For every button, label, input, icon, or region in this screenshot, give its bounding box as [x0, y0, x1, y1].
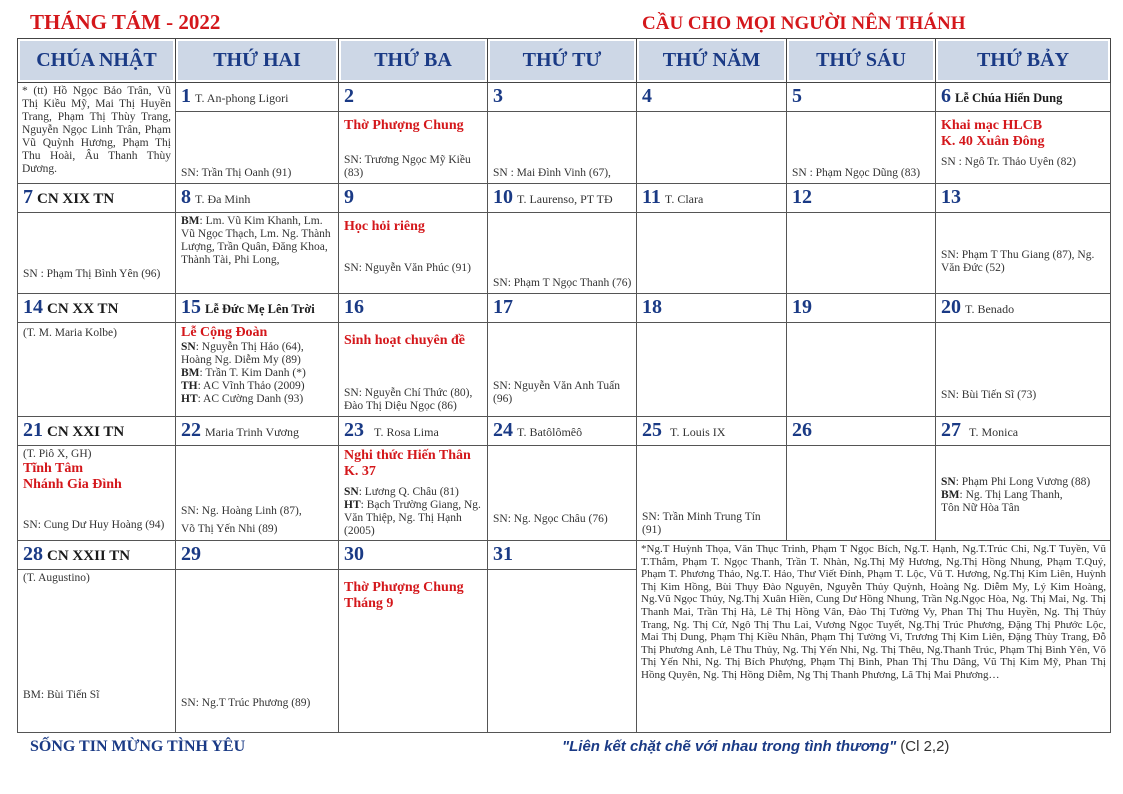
event-label: Thờ Phượng Chung [344, 118, 464, 133]
day-body-12 [787, 213, 936, 294]
birthday-note: Võ Thị Yến Nhi (89) [181, 523, 278, 535]
birthday-note: SN: Nguyễn Văn Phúc (91) [344, 262, 471, 274]
day-body-13 [936, 213, 1111, 294]
ht-note: : AC Cường Danh (93) [197, 393, 304, 405]
day-number: 5 [792, 85, 802, 107]
memorial-note: * (tt) Hồ Ngọc Bảo Trân, Vũ Thị Kiều Mỹ, Mai Thị Huyền Trang, Phạm Thị Thùy Trang, Nguyễn Ngọc Linh Trân, Phạm Vũ Quỳnh Hương, Phạm Thị Thu Hoài, Âu Thanh Thùy Dương. [22, 85, 171, 175]
day-body-21 [18, 446, 176, 541]
day-number: 9 [344, 186, 354, 208]
event-label: Sinh hoạt chuyên đề [344, 333, 465, 348]
day-body-16 [339, 323, 488, 417]
day-body-6 [936, 112, 1111, 184]
motto: SỐNG TIN MỪNG TÌNH YÊU [30, 738, 246, 755]
birthday-note: SN: Bùi Tiến Sĩ (73) [941, 389, 1037, 401]
weekday-header: CHÚA NHẬT [18, 39, 176, 83]
day-number: 16 [344, 296, 364, 318]
saint-note: (T. Piô X, GH) [23, 448, 92, 460]
day-number: 20 [941, 296, 961, 318]
day-number: 1 [181, 85, 191, 107]
birthday-note: SN: Ng. Hoàng Linh (87), [181, 505, 302, 517]
birthday-note: SN : Phạm Ngọc Dũng (83) [792, 167, 921, 179]
day-cell-25 [637, 417, 787, 446]
day-cell-18 [637, 294, 787, 323]
day-body-19 [787, 323, 936, 417]
day-cell-20 [936, 294, 1111, 323]
day-cell-3 [488, 83, 637, 112]
day-body-5 [787, 112, 936, 184]
day-number: 30 [344, 543, 364, 565]
saint-name: T. Đa Minh [195, 192, 251, 206]
weekday-header: THỨ SÁU [787, 39, 936, 83]
birthday-note: SN: Cung Dư Huy Hoàng (94) [23, 519, 165, 531]
saint-note: (T. Augustino) [23, 572, 90, 584]
day-cell-21 [18, 417, 176, 446]
day-body-30 [339, 570, 488, 733]
day-cell-1 [176, 83, 339, 112]
day-body-11 [637, 213, 787, 294]
day-number: 3 [493, 85, 503, 107]
sn-label: SN [344, 486, 359, 498]
day-body-9 [339, 213, 488, 294]
th-label: TH [181, 380, 198, 392]
weekday-header: THỨ HAI [176, 39, 339, 83]
birthday-note: SN : Ngô Tr. Thảo Uyên (82) [941, 156, 1076, 168]
memorial-note-cell [18, 83, 176, 184]
anniversary-note: : Lm. Vũ Kim Khanh, Lm. Vũ Ngọc Thạch, Lm. Ng. Thành Lượng, Trần Quân, Đăng Khoa, Thành Tài, Phi Long, [181, 215, 331, 266]
birthday-note: SN: Nguyễn Văn Anh Tuấn (96) [493, 380, 620, 405]
sn-label: SN [941, 476, 956, 488]
day-cell-10 [488, 184, 637, 213]
day-number: 25 [642, 419, 662, 441]
day-number: 26 [792, 419, 812, 441]
day-body-7 [18, 213, 176, 294]
saint-note: (T. M. Maria Kolbe) [23, 327, 117, 339]
day-body-26 [787, 446, 936, 541]
anniversary-note: BM: Bùi Tiến Sĩ [23, 689, 100, 701]
day-body-14 [18, 323, 176, 417]
feast-name: CN XXII TN [47, 548, 131, 564]
weekday-header: THỨ NĂM [637, 39, 787, 83]
calendar-grid [17, 38, 1111, 733]
day-body-29 [176, 570, 339, 733]
day-cell-16 [339, 294, 488, 323]
bm-label: BM [181, 367, 200, 379]
day-number: 11 [642, 186, 661, 208]
day-cell-19 [787, 294, 936, 323]
ht-note: : Bạch Trường Giang, Ng. Văn Thiệp, Ng. Thị Hạnh (2005) [344, 499, 481, 537]
day-body-31 [488, 570, 637, 733]
birthday-note: SN: Nguyễn Chí Thức (80), Đào Thị Diệu Ngọc (86) [344, 387, 473, 412]
day-body-10 [488, 213, 637, 294]
day-body-8 [176, 213, 339, 294]
event-label: Học hỏi riêng [344, 219, 425, 234]
saint-name: T. Rosa Lima [374, 425, 439, 439]
weekday-header: THỨ TƯ [488, 39, 637, 83]
saint-name: T. Louis IX [670, 425, 726, 439]
day-number: 24 [493, 419, 513, 441]
saint-name: T. Monica [969, 425, 1019, 439]
day-number: 7 [23, 186, 33, 208]
day-number: 23 [344, 419, 364, 441]
birthday-note: : Lương Q. Châu (81) [358, 486, 459, 498]
day-cell-2 [339, 83, 488, 112]
day-cell-22 [176, 417, 339, 446]
anniversary-note: : Trần T. Kim Danh (*) [199, 367, 306, 379]
birthday-note: SN: Phạm T Thu Giang (87), Ng. Văn Đức (52) [941, 249, 1095, 274]
day-cell-14 [18, 294, 176, 323]
day-number: 12 [792, 186, 812, 208]
day-cell-31 [488, 541, 637, 570]
day-cell-4 [637, 83, 787, 112]
saint-name: T. An-phong Ligori [195, 91, 289, 105]
day-cell-7 [18, 184, 176, 213]
ht-label: HT [344, 499, 361, 511]
ht-label: HT [181, 393, 198, 405]
day-number: 15 [181, 296, 201, 318]
birthday-note: SN: Trần Minh Trung Tín (91) [642, 511, 761, 536]
day-body-15 [176, 323, 339, 417]
day-number: 6 [941, 85, 951, 107]
birthday-note: SN: Ng.T Trúc Phương (89) [181, 697, 311, 709]
day-body-25 [637, 446, 787, 541]
saint-name: Maria Trinh Vương [205, 425, 299, 439]
day-body-2 [339, 112, 488, 184]
feast-name: CN XIX TN [37, 191, 115, 207]
day-cell-29 [176, 541, 339, 570]
day-cell-9 [339, 184, 488, 213]
quote-text: "Liên kết chặt chẽ với nhau trong tình thương" [562, 738, 897, 755]
day-number: 22 [181, 419, 201, 441]
sn-label: SN [181, 341, 196, 353]
memorial-list-cell [637, 541, 1111, 733]
day-cell-15 [176, 294, 339, 323]
day-number: 4 [642, 85, 652, 107]
day-body-4 [637, 112, 787, 184]
saint-name: T. Batôlômêô [517, 425, 583, 439]
day-cell-28 [18, 541, 176, 570]
day-cell-5 [787, 83, 936, 112]
day-number: 19 [792, 296, 812, 318]
day-body-24 [488, 446, 637, 541]
day-cell-8 [176, 184, 339, 213]
day-number: 28 [23, 543, 43, 565]
day-number: 10 [493, 186, 513, 208]
day-cell-6 [936, 83, 1111, 112]
event-label: Nghi thức Hiến Thân K. 37 [344, 448, 471, 479]
event-label: Tĩnh Tâm Nhánh Gia Đình [23, 461, 122, 492]
day-body-22 [176, 446, 339, 541]
day-cell-23 [339, 417, 488, 446]
day-body-28 [18, 570, 176, 733]
bm-label: BM [181, 215, 200, 227]
saint-name: T. Laurenso, PT TĐ [517, 192, 613, 206]
birthday-note: SN: Ng. Ngọc Châu (76) [493, 513, 608, 525]
day-cell-27 [936, 417, 1111, 446]
day-number: 29 [181, 543, 201, 565]
event-label: Khai mạc HLCB K. 40 Xuân Đông [941, 118, 1045, 149]
saint-name: T. Benado [965, 302, 1015, 316]
birthday-note: SN: Trần Thị Oanh (91) [181, 167, 292, 179]
scripture-quote [562, 738, 949, 755]
day-body-23 [339, 446, 488, 541]
birthday-note: SN : Mai Đình Vinh (67), [493, 167, 611, 179]
day-number: 27 [941, 419, 961, 441]
th-note: : AC Vĩnh Thảo (2009) [197, 380, 305, 392]
day-number: 21 [23, 419, 43, 441]
day-body-1 [176, 112, 339, 184]
saint-name: T. Clara [664, 192, 704, 206]
day-cell-12 [787, 184, 936, 213]
day-number: 8 [181, 186, 191, 208]
feast-name: CN XXI TN [47, 424, 125, 440]
day-body-3 [488, 112, 637, 184]
event-label: Thờ Phượng Chung Tháng 9 [344, 580, 464, 611]
day-number: 14 [23, 296, 43, 318]
birthday-note: SN : Phạm Thị Bình Yên (96) [23, 268, 161, 280]
birthday-note: SN: Phạm T Ngọc Thanh (76) [493, 277, 632, 289]
day-number: 31 [493, 543, 513, 565]
bm-label: BM [941, 489, 960, 501]
event-label: Lễ Cộng Đoàn [181, 325, 268, 340]
day-number: 13 [941, 186, 961, 208]
feast-name: Lễ Đức Mẹ Lên Trời [205, 302, 315, 316]
memorial-list: *Ng.T Huỳnh Thọa, Văn Thục Trinh, Phạm T Ngọc Bích, Ng.T. Hạnh, Ng.T.Trúc Chi, Ng.T Tuyền, Vũ T.Thắm, Phạm T. Ngọc Thanh, Trần T. Nhàn, Ng.Thị Mỹ Hương, Ng.Thị Hồng Nhung, Phạm T.Quý, Phạm T. Phương Thảo, Ng.T. Hảo, Thư Viết Đính, Phạm T. Lộc, Vũ T. Hương, Ng.Thị Kim Liên, Huỳnh Thị Kim Hồng, Bùi Thụy Đào Nguyên, Nguyễn Thủy Quỳnh, Hoàng Ng. Diễm My, Lý Kim Hoàng, Ng.Vũ Ngọc Thủy, Ng.Thị Xuân Hiền, Cung Dư Hồng Nhung, Trần Ng.Ngọc Hòa, Ng. Thị Mai, Ng. Thị Thanh Mai, Trần Thị Hà, Lê Thị Hồng Vân, Đào Thị Tường Vy, Phan Thị Thu Huyền, Ng. Thị Thủy Trang, Ng. Thị Cử, Ngô Thị Thu Lai, Vương Ngọc Tuyết, Ng.Thị Trúc Phương, Đặng Thị Phước Lộc, Mai Thị Dung, Phạm Thị Kiều Nhân, Phạm Thị Tường Vi, Trương Thị Kim Liên, Đặng Thùy Trang, Đỗ Thị Phương Anh, Lê Thu Thủy, Ng. Thị Yến Nhi, Ng. Thị Thêu, Ng.Thanh Trúc, Phạm Thị Bình Yên, Võ Thị Yến Nhi, Ng. Thị Bích Phượng, Phạm Thị Bình, Phan Thị Thu Dâng, Vũ Thị Kim Mỹ, Phan Thị Hồng Quyên, Ng. Thị Hồng Diễm, Ng Thị Thanh Phương, Lã Thị Mai Phương… [641, 543, 1106, 681]
weekday-header: THỨ BA [339, 39, 488, 83]
birthday-note: SN: Trương Ngọc Mỹ Kiều (83) [344, 154, 471, 179]
day-cell-17 [488, 294, 637, 323]
day-cell-26 [787, 417, 936, 446]
birthday-note: : Phạm Phi Long Vương (88) [955, 476, 1091, 488]
day-cell-13 [936, 184, 1111, 213]
day-body-17 [488, 323, 637, 417]
day-body-20 [936, 323, 1111, 417]
feast-name: CN XX TN [47, 301, 119, 317]
birthday-note: : Nguyễn Thị Hảo (64), Hoàng Ng. Diễm My (89) [181, 341, 304, 366]
day-cell-24 [488, 417, 637, 446]
prayer-intention-title: CẦU CHO MỌI NGƯỜI NÊN THÁNH [642, 13, 966, 34]
day-body-18 [637, 323, 787, 417]
month-title: THÁNG TÁM - 2022 [30, 10, 221, 34]
anniversary-note: : Ng. Thị Lang Thanh, Tôn Nữ Hòa Tân [941, 489, 1063, 514]
day-body-27 [936, 446, 1111, 541]
weekday-header: THỨ BẢY [936, 39, 1111, 83]
day-number: 17 [493, 296, 513, 318]
day-cell-11 [637, 184, 787, 213]
weekday-header-row [18, 39, 1111, 83]
day-number: 18 [642, 296, 662, 318]
day-number: 2 [344, 85, 354, 107]
feast-name: Lễ Chúa Hiển Dung [955, 91, 1063, 105]
quote-reference: (Cl 2,2) [900, 738, 950, 755]
day-cell-30 [339, 541, 488, 570]
